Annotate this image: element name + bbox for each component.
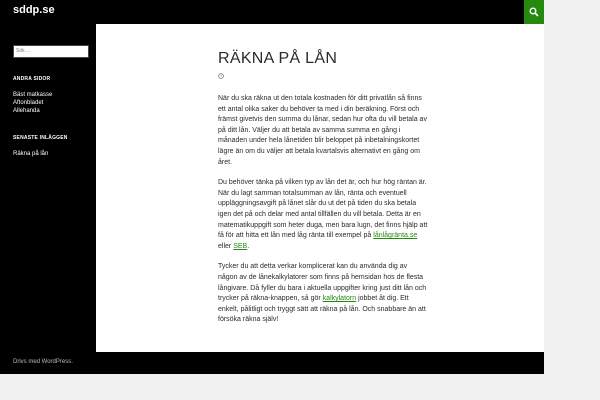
recent-post-link[interactable]: Räkna på lån	[13, 151, 49, 157]
paragraph	[218, 262, 428, 326]
paragraph	[218, 178, 428, 252]
sidebar-page-link[interactable]: Aftonbladet	[13, 100, 44, 106]
paragraph-text: eller	[218, 242, 234, 250]
seb-link[interactable]: SEB	[233, 242, 248, 250]
clock-icon[interactable]	[218, 73, 224, 79]
wordpress-credit-link[interactable]: Drivs med WordPress.	[13, 359, 73, 365]
lanlagranta-link[interactable]: lånlågränta.se	[373, 232, 418, 240]
search-toggle-button[interactable]	[524, 0, 544, 24]
post-title[interactable]: RÄKNA PÅ LÅN	[218, 50, 338, 67]
pages-widget-title: ANDRA SIDOR	[13, 76, 51, 82]
search-input[interactable]: Sök ...	[13, 45, 89, 58]
recent-posts-widget-title: SENASTE INLÄGGEN	[13, 135, 68, 141]
paragraph-text: Tycker du att detta verkar komplicerat kan du använda dig av någon av de lånekalkylatorer som finns på hemsidan hos de flesta långivare. Då fyller du bara i aktuella uppgifter kring just ditt lån och trycker på räkna-knappen, så gör	[218, 263, 427, 303]
paragraph-text: Du behöver tänka på vilken typ av lån det är, och hur hög räntan är. När du lagt samman totalsumman av lån, ränta och eventuell uppläggningsavgift på lånet slår du ut det på tiden du ska betala igen det på och delar med antal tillfällen du vill betala. Detta är en matematikuppgift som heter duga, men bara lugn, det finns hjälp att få för att hitta ett lån med låg ränta till exempel på	[218, 179, 428, 240]
main-content	[96, 24, 544, 352]
recent-posts-list	[13, 150, 48, 158]
kalkylatorn-link[interactable]: kalkylatorn	[322, 295, 357, 303]
page-background	[0, 374, 544, 400]
sidebar	[0, 24, 96, 352]
paragraph-text: jobbet åt dig. Ett enkelt, pålitligt och tryggt sätt att räkna på lån. Och snabbare än att försöka räkna själv!	[218, 295, 426, 324]
paragraph-text: .	[247, 242, 250, 250]
pages-list	[13, 91, 52, 115]
header-bar	[0, 0, 544, 24]
sidebar-page-link[interactable]: Bäst matkasse	[13, 92, 53, 98]
sidebar-page-link[interactable]: Allehanda	[13, 108, 40, 114]
footer	[0, 352, 544, 374]
paragraph: När du ska räkna ut den totala kostnaden för ditt privatlån så finns ett antal olika saker du behöver ta med i din beräkning. Först och främst givetvis den summa du lånar, sedan hur ofta du vill betala av på ditt lån. Väljer du att betala av samma summa en gång i månaden under hela lånetiden blir beloppet på inbetalningskortet lägre än om du väljer att betala kvartalsvis alternativt en gång om året.	[218, 95, 427, 166]
search-icon	[529, 7, 539, 17]
site-title[interactable]: sddp.se	[13, 4, 55, 16]
post-body	[218, 94, 428, 336]
